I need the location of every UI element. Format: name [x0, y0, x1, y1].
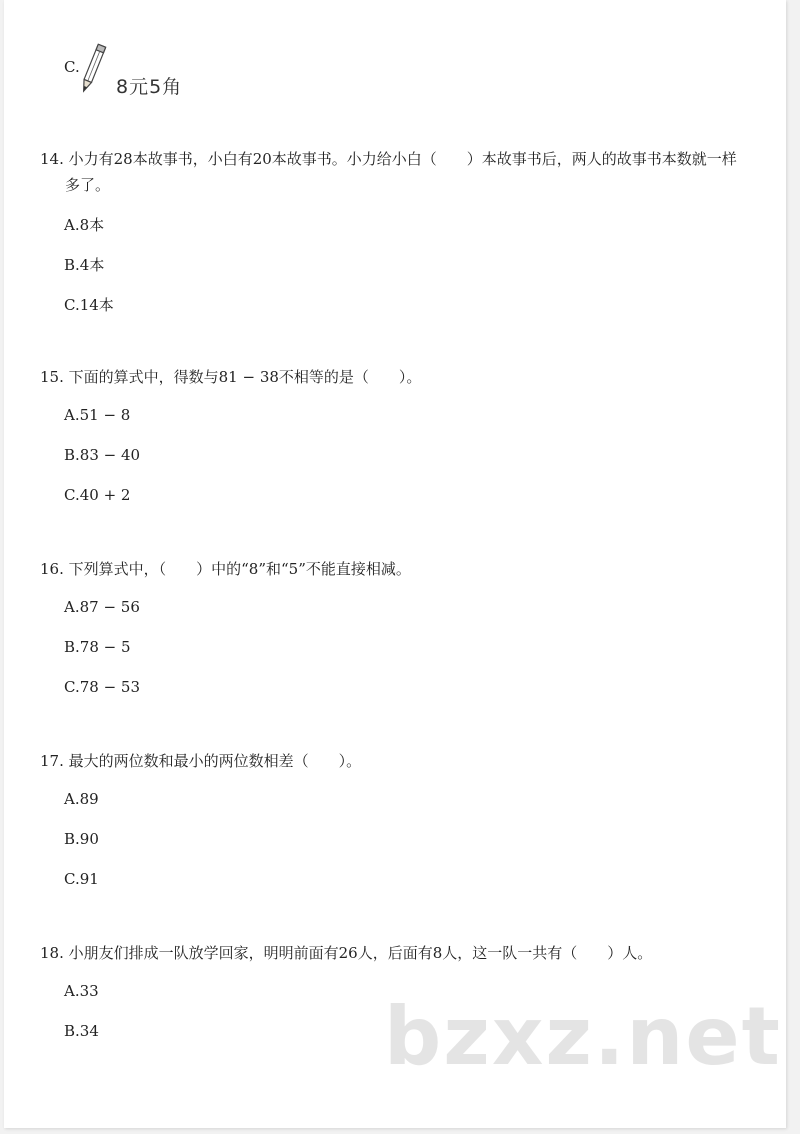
question-14-option-c[interactable]: C.14本 [64, 296, 114, 314]
question-16-text: 16. 下列算式中，（ ）中的“8”和“5”不能直接相减。 [40, 560, 411, 578]
question-14-continuation: 多了。 [65, 176, 111, 194]
question-18-text: 18. 小朋友们排成一队放学回家，明明前面有26人，后面有8人，这一队一共有（ ）人。 [40, 944, 653, 962]
pencil-icon [76, 40, 110, 96]
question-16-option-a[interactable]: A.87 − 56 [64, 598, 140, 616]
question-14-option-b[interactable]: B.4本 [64, 256, 105, 274]
watermark-text: bzxz.net [384, 990, 782, 1083]
question-17-option-a[interactable]: A.89 [64, 790, 99, 808]
question-18 [40, 940, 760, 966]
question-17 [40, 748, 760, 774]
question-14-text: 14. 小力有28本故事书，小白有20本故事书。小力给小白（ ）本故事书后，两人的故事书本数就一样 [40, 150, 737, 168]
question-17-text: 17. 最大的两位数和最小的两位数相差（ ）。 [40, 752, 362, 770]
option-c-label: C. [64, 58, 80, 76]
question-15-option-b[interactable]: B.83 − 40 [64, 446, 141, 464]
question-18-option-a[interactable]: A.33 [64, 982, 99, 1000]
question-15-text: 15. 下面的算式中，得数与81 − 38不相等的是（ ）。 [40, 368, 422, 386]
question-17-option-b[interactable]: B.90 [64, 830, 99, 848]
question-15-option-c[interactable]: C.40 + 2 [64, 486, 131, 504]
document-page [4, 0, 786, 1128]
question-16-option-c[interactable]: C.78 − 53 [64, 678, 140, 696]
price-text: 8元5角 [116, 76, 183, 98]
question-16 [40, 556, 760, 582]
question-15 [40, 364, 760, 390]
question-14 [40, 146, 760, 198]
question-16-option-b[interactable]: B.78 − 5 [64, 638, 131, 656]
question-14-option-a[interactable]: A.8本 [64, 216, 105, 234]
question-15-option-a[interactable]: A.51 − 8 [64, 406, 131, 424]
question-17-option-c[interactable]: C.91 [64, 870, 99, 888]
question-18-option-b[interactable]: B.34 [64, 1022, 99, 1040]
